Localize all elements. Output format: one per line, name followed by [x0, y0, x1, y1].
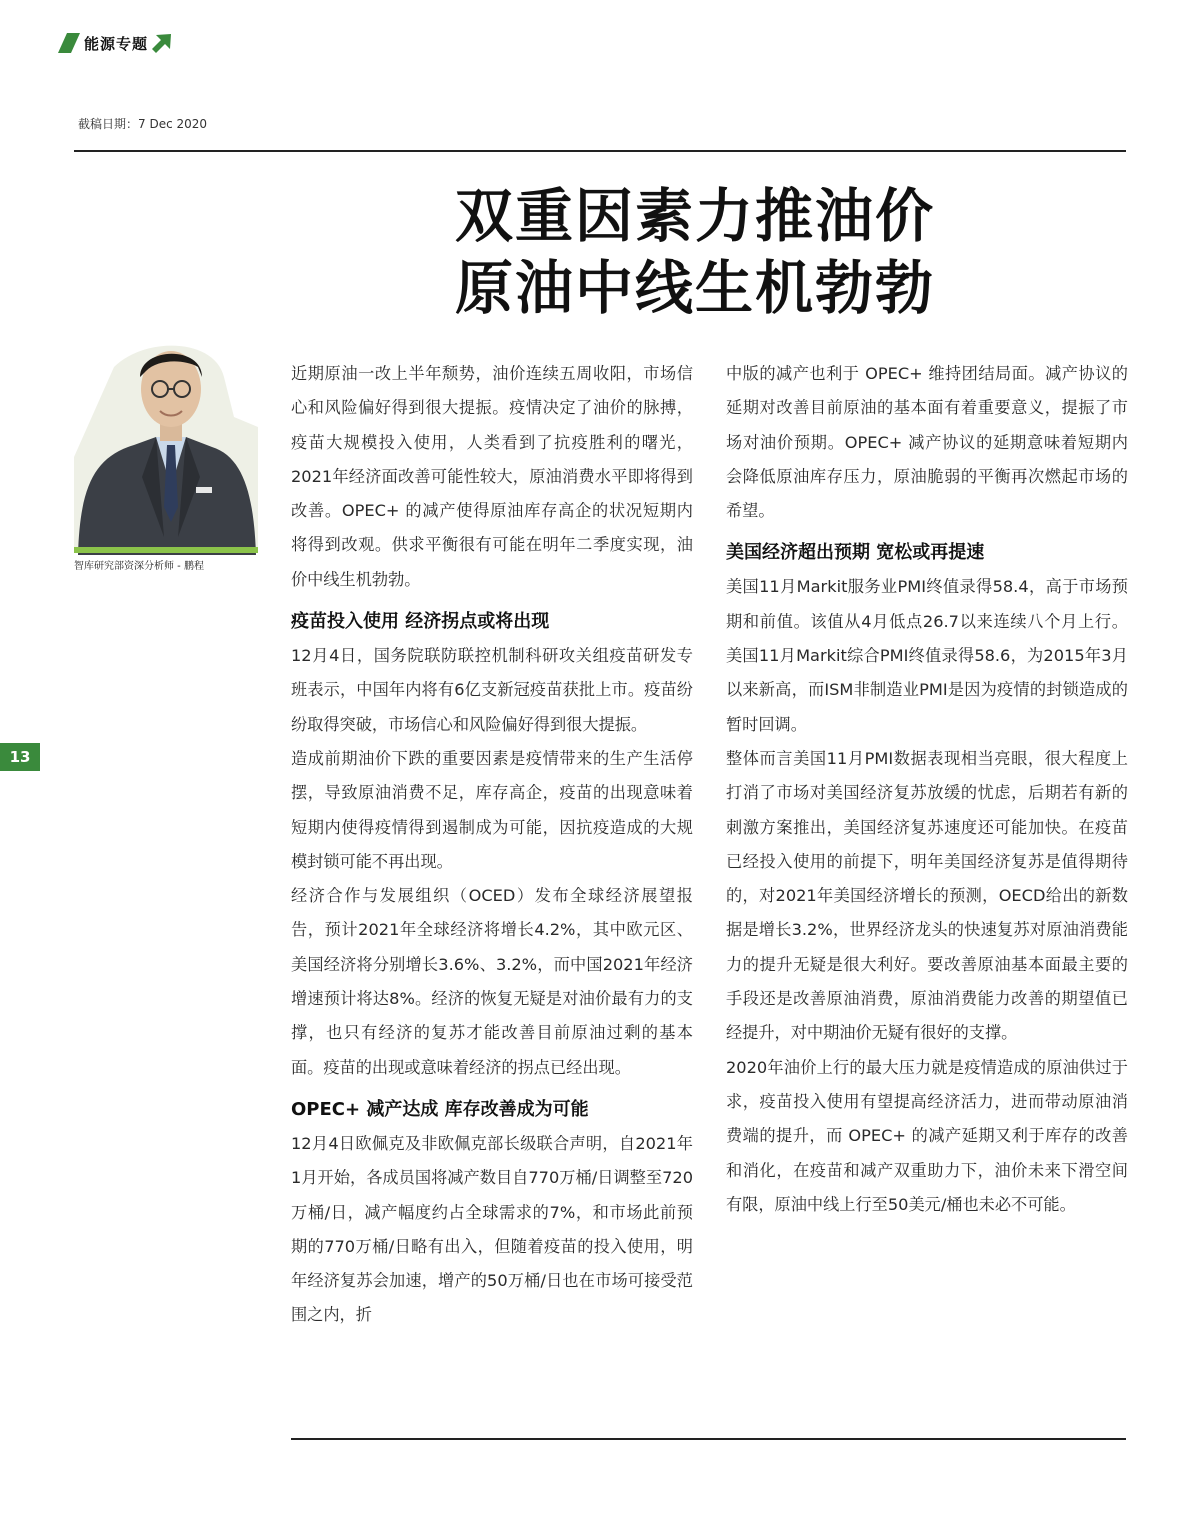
paragraph: 12月4日，国务院联防联控机制科研攻关组疫苗研发专班表示，中国年内将有6亿支新冠疫苗获批上市。疫苗纷纷取得突破，市场信心和风险偏好得到很大提振。 — [291, 646, 693, 734]
author-caption: 智库研究部资深分析师 - 鹏程 — [74, 561, 204, 572]
section-heading-us-economy: 美国经济超出预期 宽松或再提速 — [726, 542, 985, 564]
photo-accent-bar — [74, 547, 258, 553]
top-divider — [74, 150, 1126, 152]
title-line-2: 原油中线生机勃勃 — [455, 254, 936, 322]
bottom-divider — [291, 1438, 1126, 1440]
title-line-1: 双重因素力推油价 — [455, 182, 936, 250]
article-title — [455, 180, 1055, 324]
green-arrow-icon — [152, 33, 172, 53]
right-column — [726, 357, 1128, 1222]
author-photo — [74, 337, 258, 555]
section-title: 能源专题 — [84, 34, 149, 53]
paragraph: 整体而言美国11月PMI数据表现相当亮眼，很大程度上打消了市场对美国经济复苏放缓的忧虑，后期若有新的刺激方案推出，美国经济复苏速度还可能加快。在疫苗已经投入使用的前提下，明年美国经济复苏是值得期待的，对2021年美国经济增长的预测，OECD给出的新数据是增长3.2%，世界经济龙头的快速复苏对原油消费能力的提升无疑是很大利好。要改善原油基本面最主要的手段还是改善原油消费，原油消费能力改善的期望值已经提升，对中期油价无疑有很好的支撑。 — [726, 748, 1128, 1043]
green-slash-icon — [58, 33, 80, 53]
intro-paragraph: 近期原油一改上半年颓势，油价连续五周收阳，市场信心和风险偏好得到很大提振。疫情决定了油价的脉搏，疫苗大规模投入使用，人类看到了抗疫胜利的曙光，2021年经济面改善可能性较大，原油消费水平即将得到改善。OPEC+ 的减产使得原油库存高企的状况短期内将得到改观。供求平衡很有可能在明年二季度实现，油价中线生机勃勃。 — [291, 364, 693, 589]
paragraph: 2020年油价上行的最大压力就是疫情造成的原油供过于求，疫苗投入使用有望提高经济活力，进而带动原油消费端的提升，而 OPEC+ 的减产延期又利于库存的改善和消化，在疫苗和减产双重助力下，油价未来下滑空间有限，原油中线上行至50美元/桶也未必不可能。 — [726, 1057, 1128, 1214]
paragraph: 造成前期油价下跌的重要因素是疫情带来的生产生活停摆，导致原油消费不足，库存高企，疫苗的出现意味着短期内使得疫情得到遏制成为可能，因抗疫造成的大规模封锁可能不再出现。 — [291, 748, 693, 871]
paragraph: 经济合作与发展组织（OCED）发布全球经济展望报告，预计2021年全球经济将增长4.2%，其中欧元区、美国经济将分别增长3.6%、3.2%，而中国2021年经济增速预计将达8%。经济的恢复无疑是对油价最有力的支撑，也只有经济的复苏才能改善目前原油过剩的基本面。疫苗的出现或意味着经济的拐点已经出现。 — [291, 886, 693, 1077]
paragraph: 12月4日欧佩克及非欧佩克部长级联合声明，自2021年1月开始，各成员国将减产数目自770万桶/日调整至720万桶/日，减产幅度约占全球需求的7%，和市场此前预期的770万桶/日略有出入，但随着疫苗的投入使用，明年经济复苏会加速，增产的50万桶/日也在市场可接受范围之内，折 — [291, 1133, 693, 1325]
paragraph: 美国11月Markit服务业PMI终值录得58.4，高于市场预期和前值。该值从4月低点26.7以来连续八个月上行。美国11月Markit综合PMI终值录得58.6，为2015年3月以来新高，而ISM非制造业PMI是因为疫情的封锁造成的暂时回调。 — [726, 577, 1128, 734]
paragraph: 中版的减产也利于 OPEC+ 维持团结局面。减产协议的延期对改善目前原油的基本面有着重要意义，提振了市场对油价预期。OPEC+ 减产协议的延期意味着短期内会降低原油库存压力，原油脆弱的平衡再次燃起市场的希望。 — [726, 364, 1128, 521]
page-number: 13 — [0, 743, 40, 771]
submission-date: 截稿日期：7 Dec 2020 — [78, 117, 208, 131]
section-heading-vaccine: 疫苗投入使用 经济拐点或将出现 — [291, 611, 550, 633]
left-column — [291, 357, 693, 1333]
section-heading-opec: OPEC+ 减产达成 库存改善成为可能 — [291, 1098, 589, 1120]
section-header — [58, 32, 172, 54]
